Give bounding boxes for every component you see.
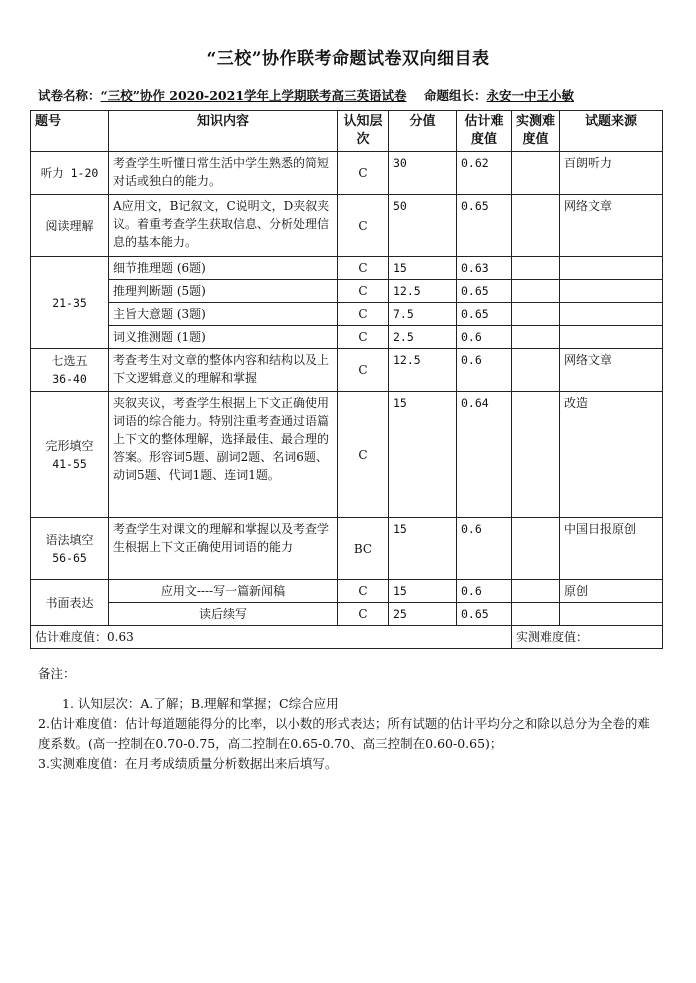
paper-name: “三校”协作 2020-2021学年上学期联考高三英语试卷 <box>100 88 407 103</box>
table-row <box>31 326 663 349</box>
table-header-row <box>31 111 663 152</box>
cell-level: C <box>338 580 389 603</box>
table-row <box>31 152 663 195</box>
cell-source: 网络文章 <box>560 349 663 392</box>
spec-table <box>30 110 663 649</box>
note-2: 2.估计难度值：估计每道题能得分的比率，以小数的形式表达；所有试题的估计平均分之和除以总分为全卷的难度系数。(高一控制在0.70-0.75，高二控制在0.65-0.70、高三控制在0.60-0.65)； <box>38 716 650 751</box>
cell-actual <box>512 280 560 303</box>
cell-content: A应用文，B记叙文，C说明文，D夹叙夹议。着重考查学生获取信息、分析处理信息的基本能力。 <box>109 195 338 257</box>
cell-no <box>31 349 109 392</box>
cell-actual <box>512 603 560 626</box>
table-row <box>31 349 663 392</box>
cell-source <box>560 280 663 303</box>
cell-level: C <box>338 349 389 392</box>
header-cell: 实测难度值 <box>512 111 560 152</box>
cell-score: 25 <box>389 603 457 626</box>
cell-actual <box>512 326 560 349</box>
cell-score: 30 <box>389 152 457 195</box>
cell-source <box>560 257 663 280</box>
paper-name-label: 试卷名称： <box>38 88 101 103</box>
cell-score: 2.5 <box>389 326 457 349</box>
cell-source <box>560 603 663 626</box>
cell-content: 词义推测题 (1题) <box>109 326 338 349</box>
header-cell: 知识内容 <box>109 111 338 152</box>
paper-info <box>38 86 658 104</box>
cell-est: 0.6 <box>457 349 512 392</box>
footer-actual-cell: 实测难度值： <box>512 626 663 649</box>
cell-source: 百朗听力 <box>560 152 663 195</box>
notes-label: 备注： <box>38 666 76 681</box>
cell-actual <box>512 152 560 195</box>
cell-content: 应用文----写一篇新闻稿 <box>109 580 338 603</box>
table-row <box>31 580 663 603</box>
notes <box>38 664 662 774</box>
cell-score: 15 <box>389 580 457 603</box>
cell-est: 0.65 <box>457 303 512 326</box>
cell-level: C <box>338 257 389 280</box>
table-footer-row <box>31 626 663 649</box>
cell-no-range: 56-65 <box>52 550 87 565</box>
cell-level: C <box>338 303 389 326</box>
cell-no: 听力 1-20 <box>31 152 109 195</box>
cell-source <box>560 303 663 326</box>
cell-content: 细节推理题 (6题) <box>109 257 338 280</box>
cell-score: 15 <box>389 518 457 580</box>
cell-score: 15 <box>389 257 457 280</box>
cell-source <box>560 326 663 349</box>
table-row <box>31 518 663 580</box>
cell-no-range: 36-40 <box>52 372 87 386</box>
cell-actual <box>512 580 560 603</box>
cell-actual <box>512 195 560 257</box>
leader-name: 永安一中王小敏 <box>486 88 574 103</box>
notes-spacer <box>38 684 662 694</box>
cell-est: 0.65 <box>457 280 512 303</box>
cell-no <box>31 518 109 580</box>
cell-content: 考查学生对课文的理解和掌握以及考查学生根据上下文正确使用词语的能力 <box>109 518 338 580</box>
cell-actual <box>512 303 560 326</box>
leader-label: 命题组长： <box>423 88 487 103</box>
page-title: “三校”协作联考命题试卷双向细目表 <box>206 49 490 69</box>
cell-content: 考查考生对文章的整体内容和结构以及上下文逻辑意义的理解和掌握 <box>109 349 338 392</box>
cell-no: 书面表达 <box>31 580 109 626</box>
cell-est: 0.63 <box>457 257 512 280</box>
cell-source: 改造 <box>560 392 663 518</box>
cell-est: 0.62 <box>457 152 512 195</box>
header-cell: 估计难度值 <box>457 111 512 152</box>
cell-level: C <box>338 152 389 195</box>
cell-source: 原创 <box>560 580 663 603</box>
cell-level: BC <box>338 518 389 580</box>
cell-actual <box>512 518 560 580</box>
cell-source: 中国日报原创 <box>560 518 663 580</box>
cell-no: 阅读理解 <box>31 195 109 257</box>
cell-est: 0.6 <box>457 580 512 603</box>
cell-no-title: 语法填空 <box>45 532 94 547</box>
note-3: 3.实测难度值：在月考成绩质量分析数据出来后填写。 <box>38 756 338 771</box>
table-row <box>31 257 663 280</box>
cell-content: 考查学生听懂日常生活中学生熟悉的简短对话或独白的能力。 <box>109 152 338 195</box>
cell-no <box>31 392 109 518</box>
cell-no-title: 完形填空 <box>45 438 94 453</box>
cell-est: 0.65 <box>457 603 512 626</box>
table-row <box>31 303 663 326</box>
table-row <box>31 603 663 626</box>
cell-no-title: 七选五 <box>51 354 88 368</box>
cell-score: 12.5 <box>389 280 457 303</box>
cell-content: 夹叙夹议，考查学生根据上下文正确使用词语的综合能力。特别注重考查通过语篇上下文的整体理解，选择最佳、最合理的答案。形容词5题、副词2题、名词6题、动词5题、代词1题、连词1题。 <box>109 392 338 518</box>
table-row <box>31 280 663 303</box>
table-row <box>31 195 663 257</box>
cell-level: C <box>338 603 389 626</box>
header-cell: 认知层次 <box>338 111 389 152</box>
header-cell: 题号 <box>31 111 109 152</box>
cell-content: 推理判断题 (5题) <box>109 280 338 303</box>
cell-source: 网络文章 <box>560 195 663 257</box>
cell-est: 0.64 <box>457 392 512 518</box>
cell-content: 读后续写 <box>109 603 338 626</box>
footer-est-cell: 估计难度值：0.63 <box>31 626 512 649</box>
cell-actual <box>512 349 560 392</box>
cell-score: 50 <box>389 195 457 257</box>
cell-level: C <box>338 280 389 303</box>
cell-est: 0.6 <box>457 518 512 580</box>
cell-level: C <box>338 195 389 257</box>
note-1: 1. 认知层次：A.了解；B.理解和掌握；C综合应用 <box>62 696 339 711</box>
cell-level: C <box>338 392 389 518</box>
cell-est: 0.65 <box>457 195 512 257</box>
header-cell: 分值 <box>389 111 457 152</box>
cell-score: 7.5 <box>389 303 457 326</box>
header-cell: 试题来源 <box>560 111 663 152</box>
cell-no-range: 41-55 <box>52 456 87 471</box>
cell-content: 主旨大意题 (3题) <box>109 303 338 326</box>
cell-score: 15 <box>389 392 457 518</box>
cell-level: C <box>338 326 389 349</box>
cell-score: 12.5 <box>389 349 457 392</box>
table-row <box>31 392 663 518</box>
cell-actual <box>512 257 560 280</box>
cell-no: 21-35 <box>31 257 109 349</box>
cell-est: 0.6 <box>457 326 512 349</box>
cell-actual <box>512 392 560 518</box>
